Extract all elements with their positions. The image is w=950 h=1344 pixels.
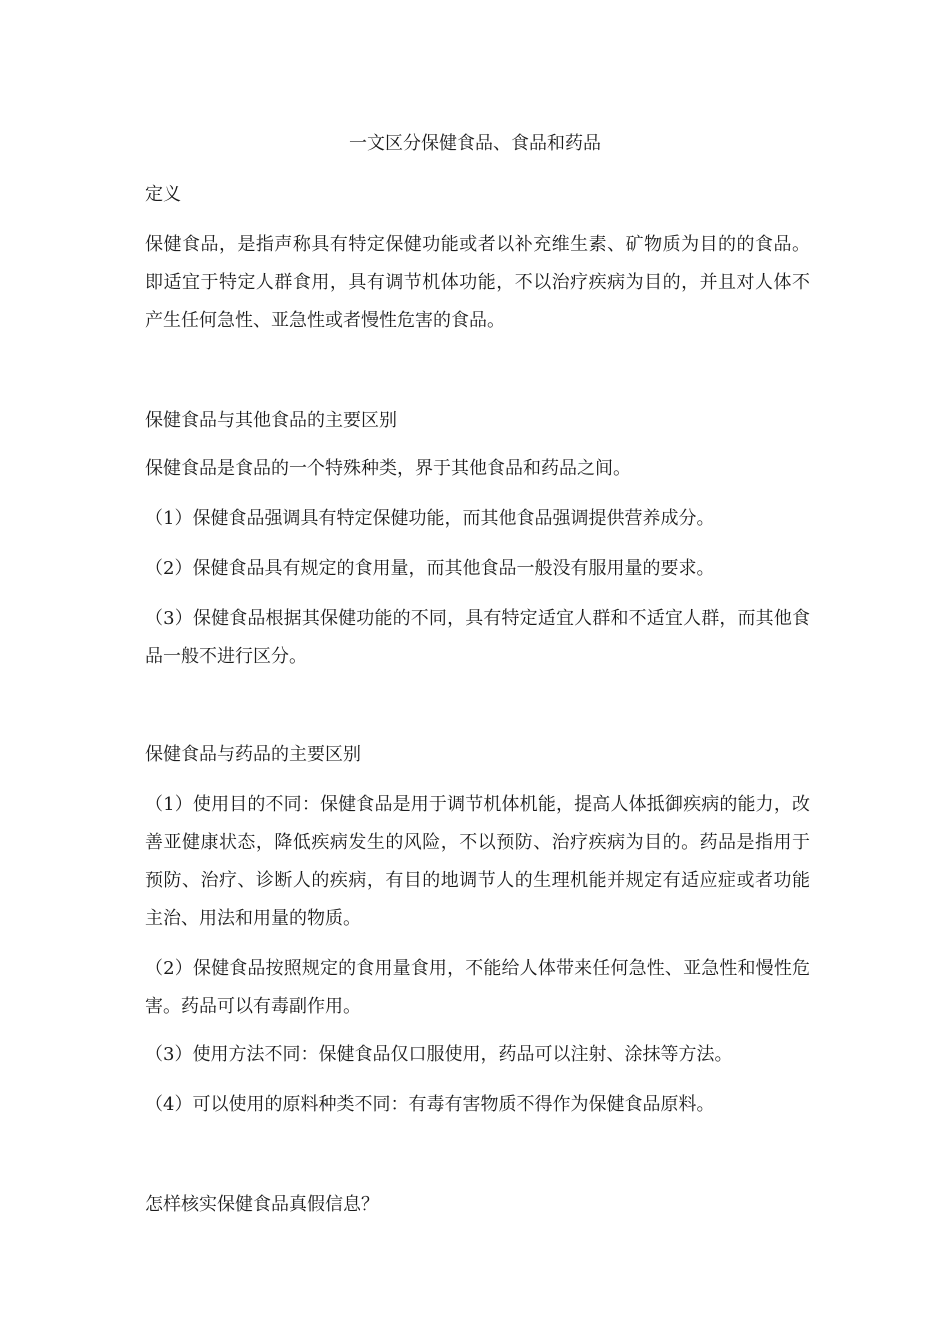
drug-difference-item-4: （4）可以使用的原料种类不同：有毒有害物质不得作为保健食品原料。: [145, 1094, 715, 1115]
definition-paragraph: 保健食品，是指声称具有特定保健功能或者以补充维生素、矿物质为目的的食品。即适宜于特定人群食用，具有调节机体功能，不以治疗疾病为目的，并且对人体不产生任何急性、亚急性或者慢性危害的食品。: [145, 234, 810, 331]
section-heading-food-difference: 保健食品与其他食品的主要区别: [145, 410, 397, 431]
page-title: 一文区分保健食品、食品和药品: [349, 133, 601, 154]
drug-difference-item-2: （2）保健食品按照规定的食用量食用，不能给人体带来任何急性、亚急性和慢性危害。药品可以有毒副作用。: [145, 958, 810, 1017]
food-difference-item-3: （3）保健食品根据其保健功能的不同，具有特定适宜人群和不适宜人群，而其他食品一般不进行区分。: [145, 608, 810, 667]
section-heading-drug-difference: 保健食品与药品的主要区别: [145, 744, 361, 765]
food-difference-intro: 保健食品是食品的一个特殊种类，界于其他食品和药品之间。: [145, 458, 631, 479]
drug-difference-item-1: （1）使用目的不同：保健食品是用于调节机体机能，提高人体抵御疾病的能力，改善亚健康状态，降低疾病发生的风险，不以预防、治疗疾病为目的。药品是指用于预防、治疗、诊断人的疾病，有目的地调节人的生理机能并规定有适应症或者功能主治、用法和用量的物质。: [145, 794, 810, 929]
section-heading-verify: 怎样核实保健食品真假信息？: [145, 1194, 379, 1215]
drug-difference-item-3: （3）使用方法不同：保健食品仅口服使用，药品可以注射、涂抹等方法。: [145, 1044, 733, 1065]
food-difference-item-1: （1）保健食品强调具有特定保健功能，而其他食品强调提供营养成分。: [145, 508, 715, 529]
section-heading-definition: 定义: [145, 184, 181, 205]
food-difference-item-2: （2）保健食品具有规定的食用量，而其他食品一般没有服用量的要求。: [145, 558, 715, 579]
